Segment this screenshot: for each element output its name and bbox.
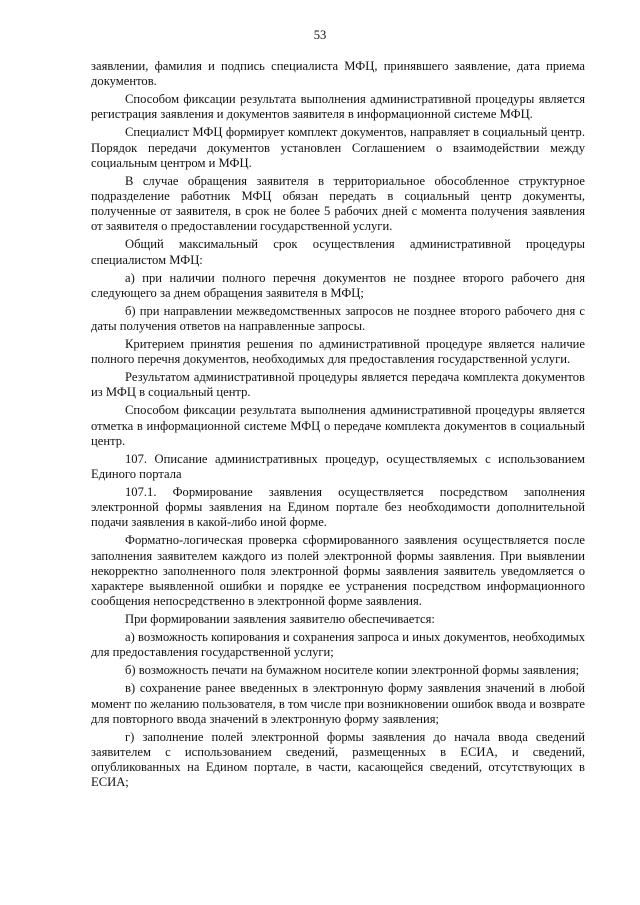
paragraph: Общий максимальный срок осуществления административной процедуры специалистом МФЦ: [91, 237, 585, 267]
section-heading: 107. Описание административных процедур, осуществляемых с использованием Единого портала [91, 451, 585, 482]
paragraph: Способом фиксации результата выполнения административной процедуры является отметка в информационной системе МФЦ о передаче комплекта документов в социальный центр. [91, 403, 585, 448]
list-item: а) при наличии полного перечня документов не позднее второго рабочего дня следующего за днем обращения заявителя в МФЦ; [91, 270, 585, 300]
paragraph: Критерием принятия решения по административной процедуре является наличие полного перечня документов, необходимых для предоставления государственной услуги. [91, 337, 585, 367]
list-item: б) при направлении межведомственных запросов не позднее второго рабочего дня с даты получения ответов на направленные запросы. [91, 303, 585, 334]
paragraph: Форматно-логическая проверка сформированного заявления осуществляется после заполнения заявителем каждого из полей электронной формы заявления. При выявлении некорректно заполненного поля электронной формы заявления заявитель уведомляется о характере выявленной ошибки и порядке ее устранения посредством информационного сообщения непосредственно в электронной форме заявления. [91, 533, 585, 609]
paragraph: Специалист МФЦ формирует комплект документов, направляет в социальный центр. Порядок передачи документов установлен Соглашением о взаимодействии между социальным центром и МФЦ. [91, 125, 585, 170]
paragraph: При формировании заявления заявителю обеспечивается: [125, 612, 435, 627]
paragraph: заявлении, фамилия и подпись специалиста МФЦ, принявшего заявление, дата приема документов. [91, 59, 585, 89]
paragraph: В случае обращения заявителя в территориальное обособленное структурное подразделение работник МФЦ обязан передать в социальный центр документы, полученные от заявителя, в срок не более 5 рабочих дней с момента получения заявления от заявителя о предоставлении государственной услуги. [91, 173, 585, 234]
paragraph: Способом фиксации результата выполнения административной процедуры является регистрация заявления и документов заявителя в информационной системе МФЦ. [91, 92, 585, 122]
list-item: б) возможность печати на бумажном носителе копии электронной формы заявления; [125, 663, 580, 678]
list-item: а) возможность копирования и сохранения запроса и иных документов, необходимых для предоставления государственной услуги; [91, 630, 585, 660]
paragraph: Результатом административной процедуры является передача комплекта документов из МФЦ в социальный центр. [91, 370, 585, 400]
list-item: г) заполнение полей электронной формы заявления до начала ввода сведений заявителем с использованием сведений, размещенных в ЕСИА, и сведений, опубликованных на Едином портале, в части, касающейся сведений, отсутствующих в ЕСИА; [91, 729, 585, 790]
paragraph: 107.1. Формирование заявления осуществляется посредством заполнения электронной формы заявления на Едином портале без необходимости дополнительной подачи заявления в какой-либо иной форме. [91, 485, 585, 530]
document-body [91, 59, 585, 793]
list-item: в) сохранение ранее введенных в электронную форму заявления значений в любой момент по желанию пользователя, в том числе при возникновении ошибок ввода и возврате для повторного ввода значений в электронную форму заявления; [91, 681, 585, 726]
page-number: 53 [313, 28, 327, 42]
